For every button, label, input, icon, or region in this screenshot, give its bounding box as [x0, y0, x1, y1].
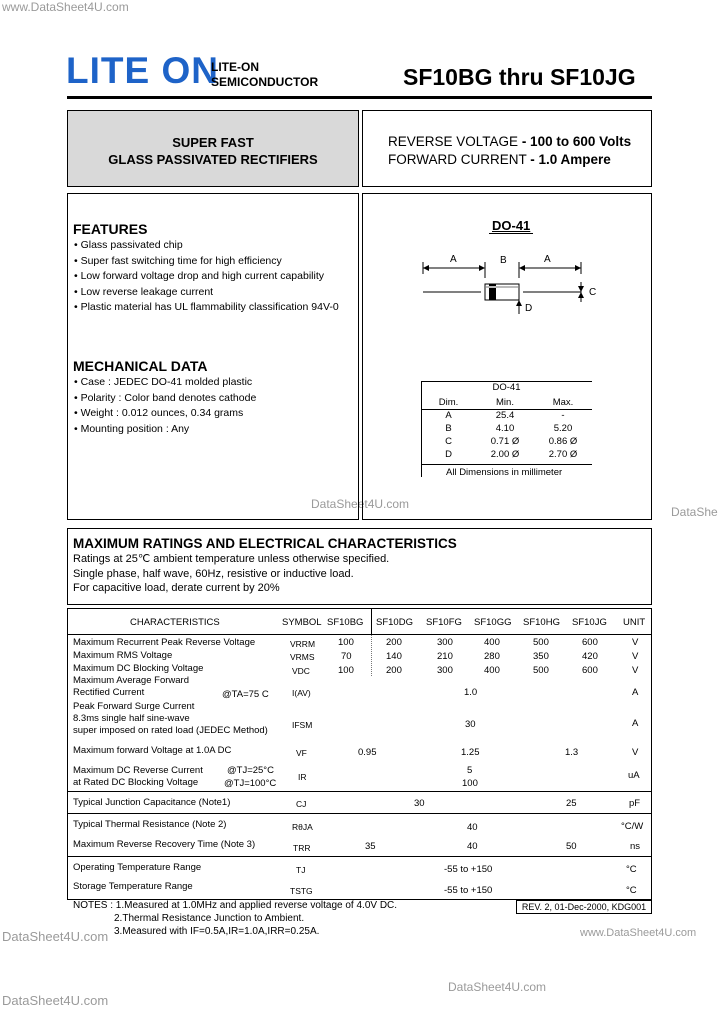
value-cell: 200 — [386, 665, 402, 676]
dim-cell: - — [561, 410, 565, 421]
label-d: D — [525, 303, 533, 314]
dim-header: Max. — [552, 397, 574, 408]
cond-ir-100: @TJ=100°C — [224, 778, 277, 789]
watermark-bottom-right: www.DataSheet4U.com — [580, 927, 697, 939]
col-part: SF10DG — [376, 617, 413, 628]
row-label-cj: Typical Junction Capacitance (Note1) — [73, 797, 231, 808]
dim-table-bottom-rule — [421, 464, 592, 465]
feature-item: • Plastic material has UL flammability classification 94V-0 — [74, 300, 339, 316]
mechanical-item: • Weight : 0.012 ounces, 0.34 grams — [74, 406, 256, 422]
forward-current-value: - 1.0 Ampere — [530, 152, 611, 167]
header-rule — [67, 96, 652, 99]
title-line2: GLASS PASSIVATED RECTIFIERS — [108, 152, 318, 167]
package-name: DO-41 — [489, 218, 533, 234]
watermark-top-left: www.DataSheet4U.com — [2, 0, 129, 14]
unit-cj: pF — [629, 798, 641, 809]
row-label-trr: Maximum Reverse Recovery Time (Note 3) — [73, 839, 256, 850]
row-rule — [67, 856, 652, 857]
label-c: C — [589, 287, 597, 298]
value-cell: 100 — [462, 778, 478, 789]
unit-vrms: V — [632, 651, 639, 662]
value-cell: 30 — [465, 719, 476, 730]
company-line2: SEMICONDUCTOR — [211, 75, 319, 89]
dim-header-row — [421, 396, 592, 409]
dim-cell: 0.86 Ø — [548, 436, 578, 447]
ratings-text — [388, 133, 631, 169]
symbol-rth: RθJA — [292, 822, 313, 832]
row-label-ir: Maximum DC Reverse Current — [73, 765, 203, 776]
row-label-vf: Maximum forward Voltage at 1.0A DC — [73, 745, 232, 756]
part-title: SF10BG thru SF10JG — [403, 64, 636, 90]
value-cell: 210 — [437, 651, 453, 662]
cond-ir-25: @TJ=25°C — [227, 765, 274, 776]
row-rule — [67, 791, 652, 792]
dim-cell: A — [445, 410, 452, 421]
unit-tj: °C — [626, 864, 637, 875]
symbol-tj: TJ — [296, 865, 306, 875]
dim-table-footer: All Dimensions in millimeter — [446, 467, 563, 478]
row-rule — [67, 634, 652, 635]
unit-ifsm: A — [632, 718, 639, 729]
note-line: NOTES : 1.Measured at 1.0MHz and applied reverse voltage of 4.0V DC. — [73, 900, 398, 911]
row-label-iav-2: Rectified Current — [73, 687, 145, 698]
dim-header: Min. — [496, 397, 514, 408]
dim-cell: 4.10 — [495, 423, 515, 434]
revision-box: REV. 2, 01-Dec-2000, KDG001 — [516, 900, 652, 914]
mechanical-item: • Mounting position : Any — [74, 422, 256, 438]
value-cell: 280 — [484, 651, 500, 662]
symbol-trr: TRR — [293, 843, 311, 853]
col-divider-dotted — [371, 634, 372, 676]
value-cell: 25 — [566, 798, 577, 809]
unit-trr: ns — [630, 841, 641, 852]
value-cell: 50 — [566, 841, 577, 852]
value-cell: 1.25 — [461, 747, 480, 758]
company-line1: LITE-ON — [211, 60, 259, 74]
reverse-voltage-value: - 100 to 600 Volts — [521, 134, 632, 149]
feature-item: • Glass passivated chip — [74, 238, 339, 254]
note-line: 2.Thermal Resistance Junction to Ambient. — [114, 913, 305, 924]
feature-item: • Low forward voltage drop and high current capability — [74, 269, 339, 285]
title-text — [67, 134, 359, 168]
row-label-vrrm: Maximum Recurrent Peak Reverse Voltage — [73, 637, 256, 648]
row-label-ir-2: at Rated DC Blocking Voltage — [73, 777, 199, 788]
max-ratings-heading: MAXIMUM RATINGS AND ELECTRICAL CHARACTERISTICS — [73, 536, 457, 551]
rating-note: For capacitive load, derate current by 20% — [73, 582, 280, 594]
rating-note: Ratings at 25℃ ambient temperature unless otherwise specified. — [73, 553, 390, 565]
value-cell: 100 — [338, 665, 354, 676]
row-label-vdc: Maximum DC Blocking Voltage — [73, 663, 204, 674]
value-cell: 500 — [533, 637, 549, 648]
symbol-iav: I(AV) — [292, 688, 311, 698]
row-label-rth: Typical Thermal Resistance (Note 2) — [73, 819, 227, 830]
features-heading: FEATURES — [73, 221, 148, 237]
value-cell: 400 — [484, 665, 500, 676]
feature-item: • Low reverse leakage current — [74, 285, 339, 301]
dim-row — [421, 435, 592, 448]
value-cell: -55 to +150 — [444, 864, 493, 875]
title-line1: SUPER FAST — [172, 135, 254, 150]
mechanical-heading: MECHANICAL DATA — [73, 358, 208, 374]
max-ratings-notes — [73, 552, 389, 596]
unit-iav: A — [632, 687, 639, 698]
dim-cell: 0.71 Ø — [490, 436, 520, 447]
label-a-left: A — [450, 254, 457, 265]
dim-cell: D — [445, 449, 452, 460]
row-label-ifsm: Peak Forward Surge Current — [73, 701, 195, 712]
col-characteristics: CHARACTERISTICS — [130, 617, 220, 628]
value-cell: 500 — [533, 665, 549, 676]
liteon-logo: LITE ON — [66, 50, 219, 91]
value-cell: 5 — [467, 765, 473, 776]
package-outline-drawing — [415, 252, 605, 322]
dim-header: Dim. — [438, 397, 459, 408]
unit-vdc: V — [632, 665, 639, 676]
value-cell: 35 — [365, 841, 376, 852]
reverse-voltage-line — [388, 133, 631, 151]
value-cell: 300 — [437, 665, 453, 676]
symbol-ir: IR — [298, 772, 307, 782]
value-cell: 0.95 — [358, 747, 377, 758]
unit-rth: °C/W — [621, 821, 644, 832]
row-label-ifsm-3: super imposed on rated load (JEDEC Method) — [73, 725, 268, 736]
dim-row — [421, 409, 592, 422]
dim-table — [421, 396, 592, 461]
dim-cell: 2.00 Ø — [490, 449, 520, 460]
symbol-tstg: TSTG — [290, 886, 313, 896]
rating-note: Single phase, half wave, 60Hz, resistive or inductive load. — [73, 567, 354, 580]
unit-ir: uA — [628, 770, 640, 781]
mechanical-item: • Polarity : Color band denotes cathode — [74, 391, 256, 407]
row-label-tstg: Storage Temperature Range — [73, 881, 193, 892]
label-b: B — [500, 255, 507, 266]
value-cell: 140 — [386, 651, 402, 662]
value-cell: 420 — [582, 651, 598, 662]
note-line: 3.Measured with IF=0.5A,IR=1.0A,IRR=0.25A. — [114, 926, 320, 937]
col-part: SF10GG — [474, 617, 512, 628]
forward-current-line — [388, 151, 631, 169]
unit-vrrm: V — [632, 637, 639, 648]
value-cell: 200 — [386, 637, 402, 648]
dim-cell: B — [445, 423, 452, 434]
value-cell: 1.3 — [565, 747, 579, 758]
row-rule — [67, 813, 652, 814]
features-list — [74, 238, 339, 316]
unit-vf: V — [632, 747, 639, 758]
row-label-iav: Maximum Average Forward — [73, 675, 189, 686]
reverse-voltage-label: REVERSE VOLTAGE — [388, 134, 519, 149]
symbol-vrrm: VRRM — [290, 639, 316, 649]
value-cell: 350 — [533, 651, 549, 662]
value-cell: 600 — [582, 637, 598, 648]
watermark-bottom-left-a: DataSheet4U.com — [2, 929, 109, 944]
value-cell: 1.0 — [464, 687, 478, 698]
symbol-cj: CJ — [296, 799, 307, 809]
col-symbol: SYMBOL — [282, 617, 322, 628]
dim-cell: 5.20 — [553, 423, 573, 434]
row-label-vrms: Maximum RMS Voltage — [73, 650, 173, 661]
value-cell: 100 — [338, 637, 354, 648]
col-part: SF10FG — [426, 617, 462, 628]
cond-iav: @TA=75 C — [222, 689, 269, 700]
dim-row — [421, 422, 592, 435]
value-cell: 600 — [582, 665, 598, 676]
row-label-ifsm-2: 8.3ms single half sine-wave — [73, 713, 190, 724]
value-cell: 300 — [437, 637, 453, 648]
symbol-vf: VF — [296, 748, 307, 758]
col-part: SF10BG — [327, 617, 364, 628]
watermark-bottom-center: DataSheet4U.com — [448, 980, 547, 994]
dim-cell: 2.70 Ø — [548, 449, 578, 460]
watermark-bottom-left-b: DataSheet4U.com — [2, 993, 109, 1008]
symbol-vrms: VRMS — [290, 652, 315, 662]
value-cell: 40 — [467, 822, 478, 833]
dim-cell: C — [445, 436, 452, 447]
dim-table-title: DO-41 — [492, 382, 521, 393]
value-cell: -55 to +150 — [444, 885, 493, 896]
watermark-middle: DataSheet4U.com — [311, 497, 410, 511]
symbol-ifsm: IFSM — [292, 720, 313, 730]
value-cell: 30 — [414, 798, 425, 809]
value-cell: 40 — [467, 841, 478, 852]
notes — [73, 899, 397, 938]
value-cell: 70 — [341, 651, 352, 662]
col-divider — [371, 608, 372, 634]
feature-item: • Super fast switching time for high efficiency — [74, 254, 339, 270]
company-name — [211, 60, 318, 90]
watermark-right: DataShe — [671, 505, 718, 519]
dim-cell: 25.4 — [495, 410, 515, 421]
mechanical-list — [74, 375, 256, 437]
col-part: SF10HG — [523, 617, 560, 628]
col-part: SF10JG — [572, 617, 607, 628]
col-unit: UNIT — [623, 617, 646, 628]
symbol-vdc: VDC — [292, 666, 310, 676]
forward-current-label: FORWARD CURRENT — [388, 152, 527, 167]
mechanical-item: • Case : JEDEC DO-41 molded plastic — [74, 375, 256, 391]
label-a-right: A — [544, 254, 551, 265]
value-cell: 400 — [484, 637, 500, 648]
unit-tstg: °C — [626, 885, 637, 896]
dim-row — [421, 448, 592, 461]
row-label-tj: Operating Temperature Range — [73, 862, 202, 873]
